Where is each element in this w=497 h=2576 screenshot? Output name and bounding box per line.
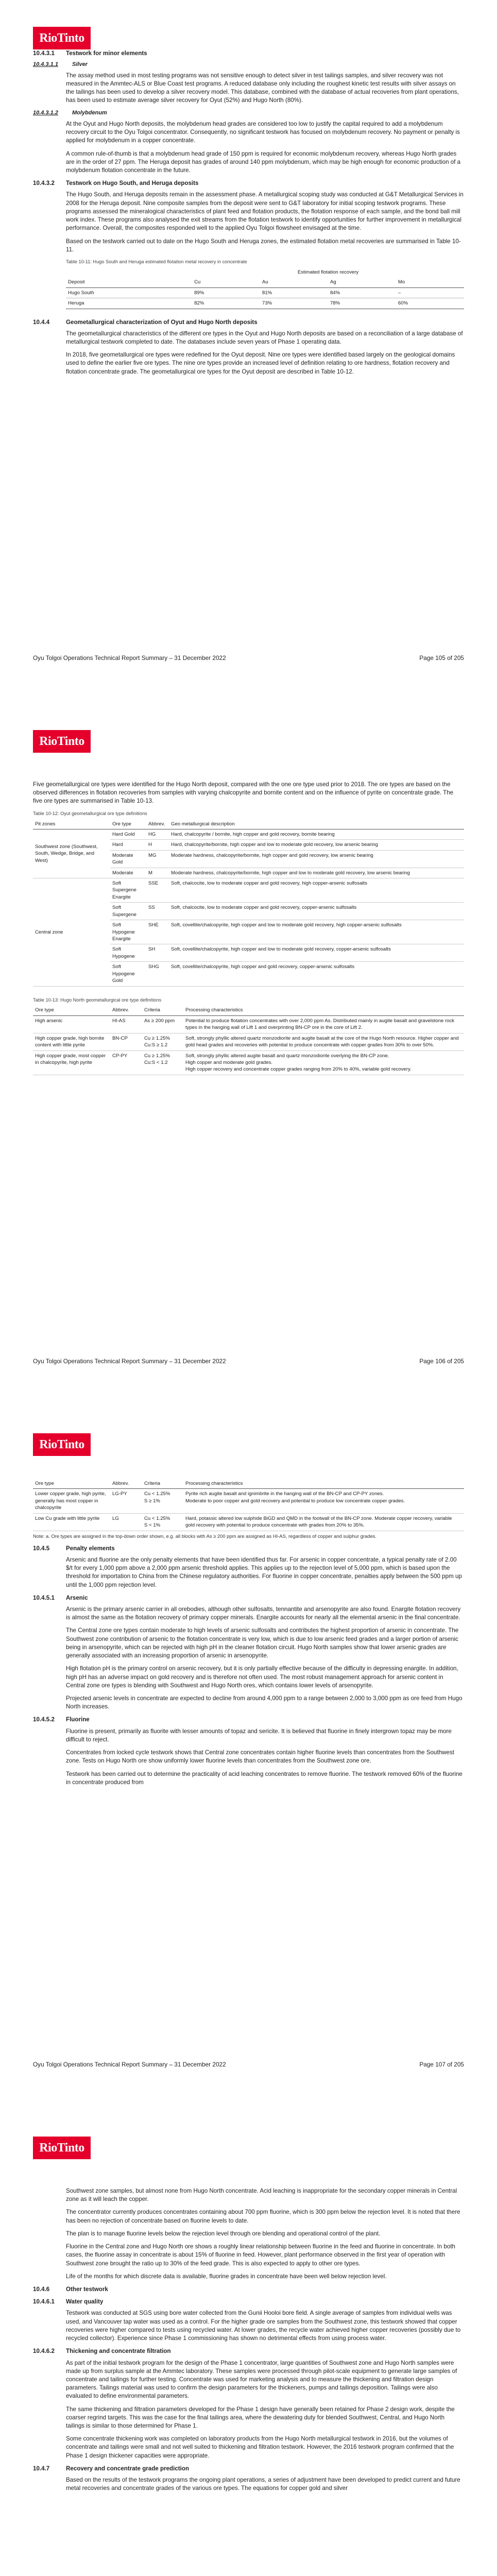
table-cell: Soft, strongly phyllic altered augite basalt and quartz monzodiorite overlying the BN-CP zone. High copper and moderate gold grades. High copper recovery and concentrate copper grades ranging from 20% to 40%, variable gold recovery. (183, 1050, 464, 1075)
table-cell: SH (146, 944, 169, 962)
table-cell: Hard, chalcopyrite/bornite, high copper and low to moderate gold recovery, low arsenic bearing (169, 840, 464, 850)
table-cell: Moderate (110, 868, 146, 878)
footer-title: Oyu Tolgoi Operations Technical Report Summary – 31 December 2022 (33, 2061, 226, 2068)
table-cell: Heruga (66, 298, 192, 309)
paragraph: Southwest zone samples, but almost none from Hugo North concentrate. Acid leaching is inappropriate for the secondary copper minerals in Central zone as it will leach the copper. (66, 2188, 457, 2203)
subsection-heading: 10.4.3.1.2 Molybdenum (33, 110, 107, 116)
table-cell: Soft Hypogene (110, 944, 146, 962)
page-footer (33, 654, 464, 662)
paragraph: As part of the initial testwork program for the design of the Phase 1 concentrator, large quantities of Southwest zone and Hugo North samples were made up from surplus sample at the Ammtec laboratory. These samples were processed through pilot-scale equipment to generate large samples of concentrate and tailings for further testing. Concentrate was used for marketing analysis and to measure the thickening and filtration design parameters. Tailings material was used to confirm the design parameters for the thickeners, pumps and tailings deposition. Tailings were also evaluated to define environmental parameters. (66, 2359, 457, 2400)
table-cell: 89% (192, 287, 260, 298)
table-row (33, 1513, 464, 1531)
table-cell: 84% (328, 287, 396, 298)
table-row (33, 1015, 464, 1033)
section-heading: 10.4.3.1 Testwork for minor elements (33, 50, 147, 57)
paragraph: Testwork was conducted at SGS using bore water collected from the Gunii Hooloi bore field. A single average of samples from individual wells was used, and Vancouver tap water was used as a control. For the higher grade ore samples from the Southwest zone, this testwork showed that copper recoveries were higher compared to tests using recycled water. At lower grades, the recycle water achieved higher copper recoveries (possibly due to recycled collector). Experience since Phase 1 commissioning has shown no detrimental effects from using process water. (66, 2310, 461, 2342)
paragraph: At the Oyut and Hugo North deposits, the molybdenum head grades are considered too low to justify the capital required to add a molybdenum recovery circuit to the Oyu Tolgoi concentrator. Consequently, no significant testwork has focused on molybdenum recovery. No payment or penalty is applied for molybdenum in a copper concentrate. (66, 120, 460, 144)
paragraph: Concentrates from locked cycle testwork shows that Central zone concentrates contain higher fluorine levels than concentrates from the Southwest zone. Tests on Hugo North ore show uniformly lower fluorine levels than concentrates from the Southwest zone ore. (66, 1749, 454, 1765)
subsection-heading: 10.4.3.1.1 Silver (33, 61, 88, 68)
table-cell: Soft, strongly phyllic altered quartz monzodiorite and augite basalt at the core of the Hugo North resource. Higher copper and gold head grades and recoveries with potential to produce concentrate with copper grades from 30% to over 50%. (183, 1033, 464, 1050)
table-cell: H (146, 840, 169, 850)
table-cell: Soft Supergene Enargite (110, 878, 146, 903)
column-header: Ore type (33, 1005, 110, 1015)
table-cell: Moderate hardness, chalcopyrite/bornite, high copper and low to moderate gold recovery, low arsenic bearing (169, 868, 464, 878)
paragraph: The same thickening and filtration parameters developed for the Phase 1 design have generally been retained for Phase 2 design work, despite the coarser regrind targets. This was the case for the final tailings area, where the dewatering duty for blended Southwest, Central, and Hugo North tailings is similar to those determined for Phase 1. (66, 2405, 455, 2430)
column-header: Mo (396, 277, 464, 287)
table-cell: Pyrite rich augite basalt and ignimbrite in the hanging wall of the BN-CP and CP-PY zones. Moderate to poor copper and gold recovery and potential to produce low concentrate copper grades. (183, 1489, 464, 1513)
page-107 (0, 1406, 497, 2110)
paragraph: Five geometallurgical ore types were identified for the Hugo North deposit, compared with the one ore type used prior to 2018. The ore types are based on the observed differences in flotation recoveries from samples with varying chalcopyrite and bornite content and on the influence of pyrite on concentrate grade. The five ore types are summarised in Table 10-13. (33, 781, 454, 805)
table-cell: BN-CP (110, 1033, 142, 1050)
table-cell: Soft, covellite/chalcopyrite, high copper and low to moderate gold recovery, copper-arsenic sulfosalts (169, 944, 464, 962)
table-cell: Hard Gold (110, 829, 146, 839)
paragraph: Fluorine in the Central zone and Hugo North ore shows a roughly linear relationship between fluorine in the feed and fluorine in concentrate. In both cases, the fluorine assay in concentrate is about 15% of fluorine in feed. However, plant performance observed in the first year of operation with Southwest zone brought the ratio up to 30% of the feed grade. This is also expected to apply to other ore types. (66, 2243, 455, 2267)
rio-tinto-logo: RioTinto (33, 27, 91, 49)
table-cell: Cu ≥ 1.25% Cu:S < 1.2 (142, 1050, 183, 1075)
column-header: Processing characteristics (183, 1479, 464, 1489)
paragraph: Based on the testwork carried out to date on the Hugo South and Heruga zones, the estimated flotation metal recoveries are summarised in Table 10-11. (66, 238, 461, 253)
paragraph: A common rule-of-thumb is that a molybdenum head grade of 150 ppm is required for economic molybdenum recovery, whereas Hugo North grades are in the order of 27 ppm. The Heruga deposit has grades of around 140 ppm molybdenum, which may be high enough for economic production of a molybdenum flotation concentrate in the future. (66, 150, 461, 174)
section-heading: 10.4.6 Other testwork (33, 2285, 108, 2293)
table-10-13 (33, 1005, 464, 1075)
table-cell: High copper grade, high bornite content with little pyrite (33, 1033, 110, 1050)
table-cell: LG (110, 1513, 142, 1531)
table-row (33, 1050, 464, 1075)
page-number: Page 107 of 205 (419, 2061, 464, 2068)
table-caption: Table 10-12: Oyut geometallurgical ore type definitions (33, 810, 147, 816)
paragraph: The plan is to manage fluorine levels below the rejection level through ore blending and operational control of the plant. (66, 2230, 381, 2237)
paragraph: Arsenic and fluorine are the only penalty elements that have been identified thus far. For arsenic in copper concentrate, a typical penalty rate of 2.00 $/t for every 1,000 ppm above a 2,000 ppm arsenic threshold applies. This applies up to the rejection level of 5,000 ppm, which is based upon the threshold for importation to China from the Chinese regulatory authorities. For fluorine in copper concentrate, penalties apply between the 500 ppm up until the 1,000 ppm rejection level. (66, 1556, 462, 1588)
table-cell: 82% (192, 298, 260, 309)
table-cell: HG (146, 829, 169, 839)
table-cell: Cu ≥ 1.25% Cu:S ≥ 1.2 (142, 1033, 183, 1050)
table-cell: M (146, 868, 169, 878)
paragraph: The Central zone ore types contain moderate to high levels of arsenic sulfosalts and contributes the highest proportion of arsenic in concentrate. The Southwest zone contribution of arsenic to the flotation concentrate is very low, which is due to low arsenic feed grades and a larger portion of arsenic being in arsenopyrite, which can be rejected with high pH in the cleaner flotation circuit. Hugo North samples show that lower arsenic grades are generally associated with an increasing proportion of arsenic in arsenopyrite. (66, 1627, 459, 1659)
column-header: Cu (192, 277, 260, 287)
column-header: Processing characteristics (183, 1005, 464, 1015)
table-10-13-continued (33, 1479, 464, 1531)
footer-title: Oyu Tolgoi Operations Technical Report Summary – 31 December 2022 (33, 654, 226, 662)
section-heading: 10.4.6.2 Thickening and concentrate filtration (33, 2348, 171, 2355)
table-cell: Moderate Gold (110, 850, 146, 868)
table-cell: MG (146, 850, 169, 868)
table-cell: Cu < 1.25% S ≥ 1% (142, 1489, 183, 1513)
table-cell: CP-PY (110, 1050, 142, 1075)
column-header: Estimated flotation recovery (297, 269, 359, 275)
table-cell: – (396, 287, 464, 298)
column-header: Abbrev. (110, 1005, 142, 1015)
table-cell: SS (146, 903, 169, 920)
column-header: Deposit (66, 267, 192, 287)
table-cell: Moderate hardness, chalcopyrite/bornite, high copper and gold recovery, low arsenic bearing (169, 850, 464, 868)
section-heading: 10.4.5.1 Arsenic (33, 1594, 88, 1601)
column-header: Pit zones (33, 819, 110, 829)
table-cell: Lower copper grade, high pyrite, generally has most copper in chalcopyrite (33, 1489, 110, 1513)
page-footer (33, 1358, 464, 1365)
table-cell: Soft, chalcocite, low to moderate copper and gold recovery, copper-arsenic sulfosalts (169, 903, 464, 920)
table-cell: SHE (146, 920, 169, 944)
paragraph: Arsenic is the primary arsenic carrier in all orebodies, although other sulfosalts, tennantite and arsenopyrite are also found. Enargite flotation recovery is almost the same as the flotation recovery of primary copper minerals. Enargite accounts for nearly all the elemental arsenic in the final concentrate. (66, 1606, 461, 1621)
column-header: Ag (328, 277, 396, 287)
section-heading: 10.4.5.2 Fluorine (33, 1716, 90, 1723)
page-footer (33, 2061, 464, 2068)
footer-title: Oyu Tolgoi Operations Technical Report Summary – 31 December 2022 (33, 1358, 226, 1365)
table-cell: Cu < 1.25% S < 1% (142, 1513, 183, 1531)
table-cell: Low Cu grade with little pyrite (33, 1513, 110, 1531)
paragraph: Some concentrate thickening work was completed on laboratory products from the Hugo North metallurgical testwork in 2016, but the volumes of concentrate and tailings were small and not well suited to thickening and filtration testwork. However, the 2016 testwork program confirmed that the Phase 1 design thickener capacities were appropriate. (66, 2435, 454, 2459)
rio-tinto-logo: RioTinto (33, 730, 91, 753)
paragraph: The concentrator currently produces concentrates containing about 700 ppm fluorine, which is 300 ppm below the rejection level. It is noted that there has been no rejection of concentrate based on fluorine levels to date. (66, 2209, 460, 2224)
paragraph: Based on the results of the testwork programs the ongoing plant operations, a series of adjustment have been developed to predict current and future metal recoveries and concentrate grades of the various ore types. The equations for copper gold and silver (66, 2477, 460, 2492)
table-cell: Soft Supergene (110, 903, 146, 920)
column-header: Geo metallurgical description (169, 819, 464, 829)
section-heading: 10.4.7 Recovery and concentrate grade prediction (33, 2465, 190, 2472)
table-cell: Hard, chalcopyrite / bornite, high copper and gold recovery, bornite bearing (169, 829, 464, 839)
table-cell: Soft Hypogene Enargite (110, 920, 146, 944)
paragraph: The geometallurgical characteristics of the different ore types in the Oyut and Hugo North deposits are based on a reconciliation of a large database of metallurgical testwork completed to date. The databases include seven years of Phase 1 operating data. (66, 330, 463, 345)
table-cell: SHG (146, 962, 169, 986)
table-note: Note: a. Ore types are assigned in the top-down order shown, e.g. all blocks with As ≥ 200 ppm are assigned as HI-AS, regardless of copper and sulphur grades. (33, 1533, 376, 1539)
column-header: Ore type (110, 819, 146, 829)
table-cell: SSE (146, 878, 169, 903)
paragraph: Testwork has been carried out to determine the practicality of acid leaching concentrates to remove fluorine. The testwork removed 60% of the fluorine in concentrate produced from (66, 1770, 462, 1786)
table-cell: 60% (396, 298, 464, 309)
table-caption: Table 10-13: Hugo North geometallurgical ore type definitions (33, 997, 162, 1003)
table-10-11 (66, 267, 464, 309)
table-cell: As ≥ 200 ppm (142, 1015, 183, 1033)
table-row (33, 878, 464, 903)
page-number: Page 105 of 205 (419, 654, 464, 662)
table-cell: Soft, chalcocite, low to moderate copper and gold recovery, high copper-arsenic sulfosalts (169, 878, 464, 903)
table-cell: HI-AS (110, 1015, 142, 1033)
table-row (33, 1489, 464, 1513)
table-cell: Soft, covellite/chalcopyrite, high copper and low to moderate gold recovery, high copper-arsenic sulfosalts (169, 920, 464, 944)
column-header: Au (260, 277, 328, 287)
page-105 (0, 0, 497, 703)
column-header: Abbrev. (110, 1479, 142, 1489)
table-cell: Potential to produce flotation concentrates with over 2,000 ppm As. Distributed mainly in augite basalt and gravelstone rock types in the hanging wall of Lift 1 and overprinting BN-CP ore in the core of Lift 2. (183, 1015, 464, 1033)
table-cell: Soft, covellite/chalcopyrite, high copper and gold recovery, copper-arsenic sulfosalts (169, 962, 464, 986)
table-cell: High copper grade, most copper in chalcopyrite, high pyrite (33, 1050, 110, 1075)
table-caption: Table 10-11: Hugo South and Heruga estimated flotation metal recovery in concentrate (66, 259, 247, 264)
table-cell: 73% (260, 298, 328, 309)
table-cell: Hard (110, 840, 146, 850)
paragraph: The Hugo South, and Heruga deposits remain in the assessment phase. A metallurgical scoping study was conducted at G&T Metallurgical Services in 2008 for the Heruga deposit. Nine composite samples from the deposit were sent to G&T laboratory for initial scoping testwork programs. These programs assessed the mineralogical characteristics of plant feed and flotation products, the flotation response of each sample, and the bond ball mill work index. These programs also analysed the exit streams from the flotation testwork to identify opportunities for further improvement in metallurgical performance. Overall, the composites responded well to the applied Oyu Tolgoi flowsheet envisaged at the time. (66, 191, 464, 232)
section-heading: 10.4.5 Penalty elements (33, 1545, 115, 1552)
table-row (66, 287, 464, 298)
table-row (33, 829, 464, 839)
column-header: Criteria (142, 1005, 183, 1015)
table-cell: LG-PY (110, 1489, 142, 1513)
page-106 (0, 703, 497, 1406)
section-heading: 10.4.3.2 Testwork on Hugo South, and Heruga deposits (33, 180, 199, 187)
table-row (66, 298, 464, 309)
column-header: Criteria (142, 1479, 183, 1489)
paragraph: Fluorine is present, primarily as fluorite with lesser amounts of topaz and sericite. It is believed that fluorine in finely intergrown topaz may be more difficult to reject. (66, 1727, 452, 1743)
table-10-12 (33, 819, 464, 987)
page-number: Page 106 of 205 (419, 1358, 464, 1365)
table-row (33, 1033, 464, 1050)
column-header: Ore type (33, 1479, 110, 1489)
page-108 (0, 2110, 497, 2576)
rio-tinto-logo: RioTinto (33, 2137, 91, 2159)
table-cell: 78% (328, 298, 396, 309)
table-cell: Central zone (33, 878, 110, 986)
paragraph: Projected arsenic levels in concentrate are expected to decline from around 4,000 ppm to a range between 2,000 to 3,000 ppm as ore feed from Hugo North increases. (66, 1694, 462, 1710)
paragraph: Life of the months for which discrete data is available, fluorine grades in concentrate have been well below rejection level. (66, 2273, 387, 2280)
paragraph: The assay method used in most testing programs was not sensitive enough to detect silver in test tailings samples, and silver recovery was not measured in the Ammtec-ALS or Blue Coast test programs. A reduced database only including the roughest kinetic test results with silver assays on the tailings has been used to develop a silver recovery model. This database, combined with the database of actual recoveries from plant operations, has been used to estimate average silver recovery for Oyut (52%) and Hugo North (80%). (66, 72, 459, 104)
column-header: Abbrev. (146, 819, 169, 829)
paragraph: In 2018, five geometallurgical ore types were redefined for the Oyut deposit. Nine ore types were identified based largely on the geological domains used to define the earlier five ore types. The nine ore types provide an increased level of definition relating to ore hardness, flotation recovery and flotation concentrate grade. The geometallurgical ore types for the Oyut deposit are described in Table 10-12. (66, 351, 455, 375)
rio-tinto-logo: RioTinto (33, 1433, 91, 1456)
table-cell: 81% (260, 287, 328, 298)
table-cell: Southwest zone (Southwest, South, Wedge, Bridge, and West) (33, 829, 110, 878)
section-heading: 10.4.4 Geometallurgical characterization of Oyut and Hugo North deposits (33, 318, 258, 326)
table-cell: High arsenic (33, 1015, 110, 1033)
table-cell: Hard, potassic altered low sulphide BiGD and QMD in the footwall of the BN-CP zone. Moderate copper recovery, variable gold recovery with potential to produce concentrate with grades from 20% to 35%. (183, 1513, 464, 1531)
section-heading: 10.4.6.1 Water quality (33, 2298, 104, 2306)
table-cell: Hugo South (66, 287, 192, 298)
paragraph: High flotation pH is the primary control on arsenic recovery, but it is only partially effective because of the difficulty in depressing enargite. In addition, high pH has an adverse impact on gold recovery and is therefore not often used. The most robust management approach for arsenic content in Central zone ore types is blending with Southwest and Hugo North ores, which contains lower levels of arsenopyrite. (66, 1665, 458, 1689)
table-cell: Soft Hypogene Gold (110, 962, 146, 986)
